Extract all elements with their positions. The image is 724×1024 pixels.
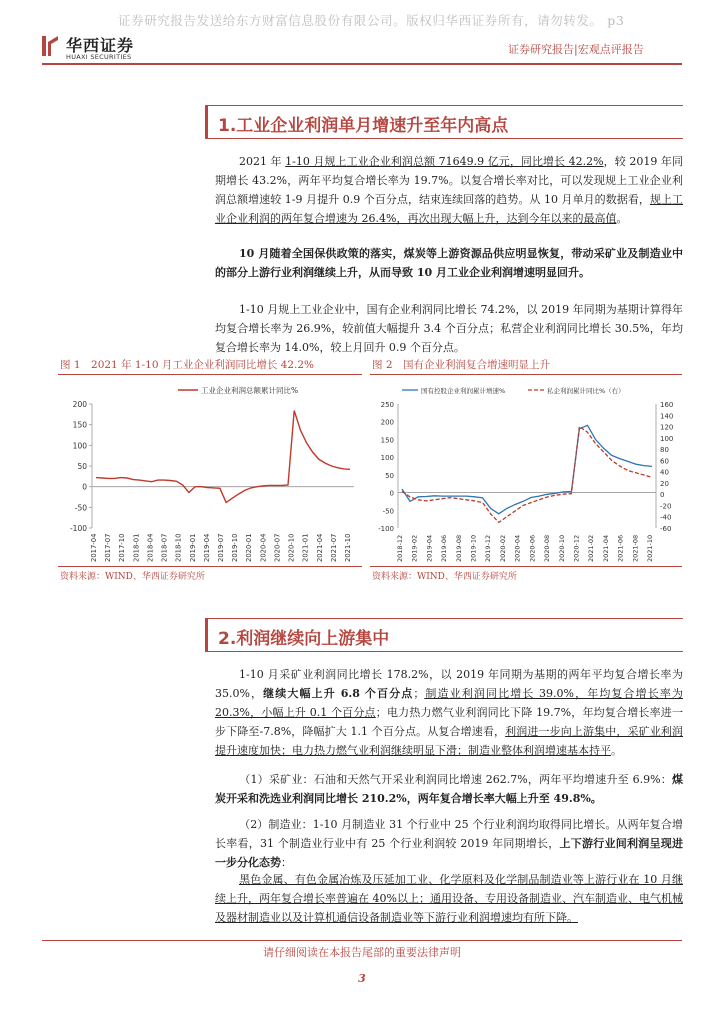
y-tick-label: 150 xyxy=(72,420,87,430)
figure-2-source: 资料来源：WIND、华西证券研究所 xyxy=(372,572,517,582)
paragraph-underlined: 黑色金属、有色金属冶炼及压延加工业、化学原料及化学制品制造业等上游行业在 10 月继续上升，两年复合增长率普遍在 40%以上；通用设备、专用设备制造业、汽车制造业、电气机械及器材制造业以及计算机通信设备制造业等下游行业利润增速均有所下降。 xyxy=(215,873,683,924)
x-tick-label: 2019-02 xyxy=(410,534,419,562)
y-tick-label-right: 40 xyxy=(660,468,669,477)
y-tick-label-right: 0 xyxy=(660,491,665,500)
y-tick-label: -100 xyxy=(69,524,87,533)
figure-2-title: 图 2 国有企业利润复合增速明显上升 xyxy=(372,359,551,371)
figure-divider xyxy=(370,374,682,375)
x-tick-label: 2019-07 xyxy=(217,533,225,562)
x-tick-label: 2020-02 xyxy=(498,534,507,562)
x-tick-label: 2020-10 xyxy=(287,533,296,562)
figure-divider xyxy=(370,566,682,567)
logo-text: 华西证券 xyxy=(66,36,135,55)
x-tick-label: 2020-04 xyxy=(259,533,268,562)
y-tick-label-right: 100 xyxy=(660,434,674,443)
x-tick-label: 2018-10 xyxy=(174,533,183,562)
figure-1-title: 图 1 2021 年 1-10 月工业企业利润同比增长 42.2% xyxy=(60,359,315,371)
x-tick-label: 2020-10 xyxy=(557,534,566,562)
y-tick-label-left: 250 xyxy=(380,401,394,409)
figure-1-source: 资料来源：WIND、华西证券研究所 xyxy=(60,572,205,582)
y-tick-label-right: 140 xyxy=(660,412,674,421)
y-tick-label-left: 100 xyxy=(380,454,394,463)
x-tick-label: 2019-06 xyxy=(440,534,449,562)
y-tick-label-left: 50 xyxy=(385,471,394,480)
x-tick-label: 2017-10 xyxy=(118,533,127,562)
y-tick-label-right: 80 xyxy=(660,446,669,455)
x-tick-label: 2017-07 xyxy=(104,533,113,562)
paragraph: 1-10 月采矿业利润同比增长 178.2%，以 2019 年同期为基期的两年平均复合增长率为 35.0%，继续大幅上升 6.8 个百分点；制造业利润同比增长 39.0%，年均复合增长率为 20.3%，小幅上升 0.1 个百分点；电力热力燃气业利润同比下降 19.7%，年均复合增长率进一步下降至-7.8%，降幅扩大 1.1 个百分点。从复合增速看，利润进一步向上游集中，采矿业利润提升速度加快；电力热力燃气业利润继续明显下滑；制造业整体利润增速基本持平。 xyxy=(215,668,684,757)
y-tick-label-right: 160 xyxy=(660,401,674,409)
x-tick-label: 2019-12 xyxy=(484,534,493,562)
legend-label: 国有控股企业利润累计增速% xyxy=(421,387,506,395)
y-tick-label-right: -20 xyxy=(660,502,672,511)
x-tick-label: 2020-12 xyxy=(572,534,581,562)
x-tick-label: 2021-06 xyxy=(616,534,625,562)
section-title: 1.工业企业利润单月增速升至年内高点 xyxy=(218,116,509,136)
x-tick-label: 2021-01 xyxy=(301,533,310,562)
section-heading-2 xyxy=(205,618,683,652)
x-tick-label: 2021-04 xyxy=(601,534,610,562)
report-type: 证券研究报告|宏观点评报告 xyxy=(508,43,644,56)
x-tick-label: 2020-04 xyxy=(513,534,522,562)
x-tick-label: 2019-08 xyxy=(454,534,463,562)
x-tick-label: 2018-04 xyxy=(146,533,155,562)
section-heading-1 xyxy=(205,105,683,139)
y-tick-label: 0 xyxy=(82,482,87,492)
y-tick-label-right: -60 xyxy=(660,525,672,533)
y-tick-label: 200 xyxy=(72,400,87,409)
logo-icon xyxy=(42,34,60,58)
x-tick-label: 2019-04 xyxy=(202,533,211,562)
figure-divider xyxy=(58,566,362,567)
x-tick-label: 2020-07 xyxy=(273,533,282,562)
legend-label: 工业企业利润总额累计同比% xyxy=(201,386,299,395)
page-number: 3 xyxy=(358,972,366,985)
x-tick-label: 2019-01 xyxy=(188,533,197,562)
x-tick-label: 2019-10 xyxy=(469,534,478,562)
y-tick-label-right: 120 xyxy=(660,423,674,432)
paragraph: （2）制造业：1-10 月制造业 31 个行业中 25 个行业利润均取得同比增长。从两年复合增长率看，31 个制造业行业中有 25 个行业利润较 2019 年同期增长，上下游行业间利润呈现进一步分化态势： xyxy=(215,818,683,869)
x-tick-label: 2017-04 xyxy=(90,533,98,562)
paragraph: （1）采矿业：石油和天然气开采业利润同比增速 262.7%，两年平均增速升至 6.9%：煤炭开采和洗选业利润同比增长 210.2%，两年复合增长率大幅上升至 49.8%。 xyxy=(215,773,683,805)
header-divider xyxy=(42,63,682,65)
x-tick-label: 2020-06 xyxy=(528,534,537,562)
y-tick-label-left: 200 xyxy=(380,418,394,427)
x-tick-label: 2021-04 xyxy=(315,533,324,562)
x-tick-label: 2021-08 xyxy=(631,534,640,562)
series-line xyxy=(96,411,350,503)
y-tick-label-left: -50 xyxy=(382,507,394,516)
x-tick-label: 2019-10 xyxy=(231,533,240,562)
y-tick-label: 100 xyxy=(72,441,87,451)
paragraph-bold: 10 月随着全国保供政策的落实，煤炭等上游资源品供应明显恢复，带动采矿业及制造业中的部分上游行业利润继续上升，从而导致 10 月工业企业利润增速明显回升。 xyxy=(215,247,683,279)
y-tick-label-left: -100 xyxy=(378,525,394,533)
x-tick-label: 2020-08 xyxy=(543,534,552,562)
x-tick-label: 2021-02 xyxy=(587,534,596,562)
y-tick-label-right: 20 xyxy=(660,479,669,488)
series-line-state xyxy=(402,425,652,514)
x-tick-label: 2021-10 xyxy=(646,534,654,562)
x-tick-label: 2019-04 xyxy=(425,534,434,562)
y-tick-label-right: 60 xyxy=(660,457,669,466)
x-tick-label: 2021-07 xyxy=(329,533,338,562)
chart-2 xyxy=(368,376,684,566)
y-tick-label: 50 xyxy=(77,462,87,471)
y-tick-label: -50 xyxy=(74,503,87,513)
x-tick-label: 2018-01 xyxy=(132,533,141,562)
x-tick-label: 2021-10 xyxy=(344,533,352,562)
y-tick-label-right: -40 xyxy=(660,513,672,522)
chart-1 xyxy=(58,376,364,566)
x-tick-label: 2018-07 xyxy=(160,533,169,562)
section-title: 2.利润继续向上游集中 xyxy=(218,629,390,649)
paragraph: 1-10 月规上工业企业中，国有企业利润同比增长 74.2%，以 2019 年同期为基期计算得年均复合增长率为 26.9%，较前值大幅提升 3.4 个百分点；私营企业利润同比增长 30.5%，年均复合增长率为 14.0%，较上月回升 0.9 个百分点。 xyxy=(215,303,683,354)
watermark: 证券研究报告发送给东方财富信息股份有限公司。版权归华西证券所有，请勿转发。 p3 xyxy=(118,13,625,28)
footer-divider xyxy=(42,940,682,941)
series-line-private xyxy=(402,427,652,523)
x-tick-label: 2018-12 xyxy=(396,534,404,562)
y-tick-label-left: 150 xyxy=(380,436,394,445)
logo-subtext: HUAXI SECURITIES xyxy=(66,53,132,61)
x-tick-label: 2020-01 xyxy=(245,533,254,562)
footer-disclaimer: 请仔细阅读在本报告尾部的重要法律声明 xyxy=(263,946,461,959)
figure-divider xyxy=(58,374,362,375)
paragraph: 2021 年 1-10 月规上工业企业利润总额 71649.9 亿元，同比增长 42.2%，较 2019 年同期增长 43.2%，两年平均复合增长率为 19.7%。以复合增长率对比，可以发现规上工业企业利润总额增速较 1-9 月提升 0.9 个百分点，结束连续回落的趋势。从 10 月单月的数据看，规上工业企业利润的两年复合增速为 26.4%，再次出现大幅上升，达到今年以来的最高值。 xyxy=(215,155,683,225)
legend-label: 私企利润累计同比%（右） xyxy=(547,387,625,395)
y-tick-label-left: 0 xyxy=(389,489,394,498)
